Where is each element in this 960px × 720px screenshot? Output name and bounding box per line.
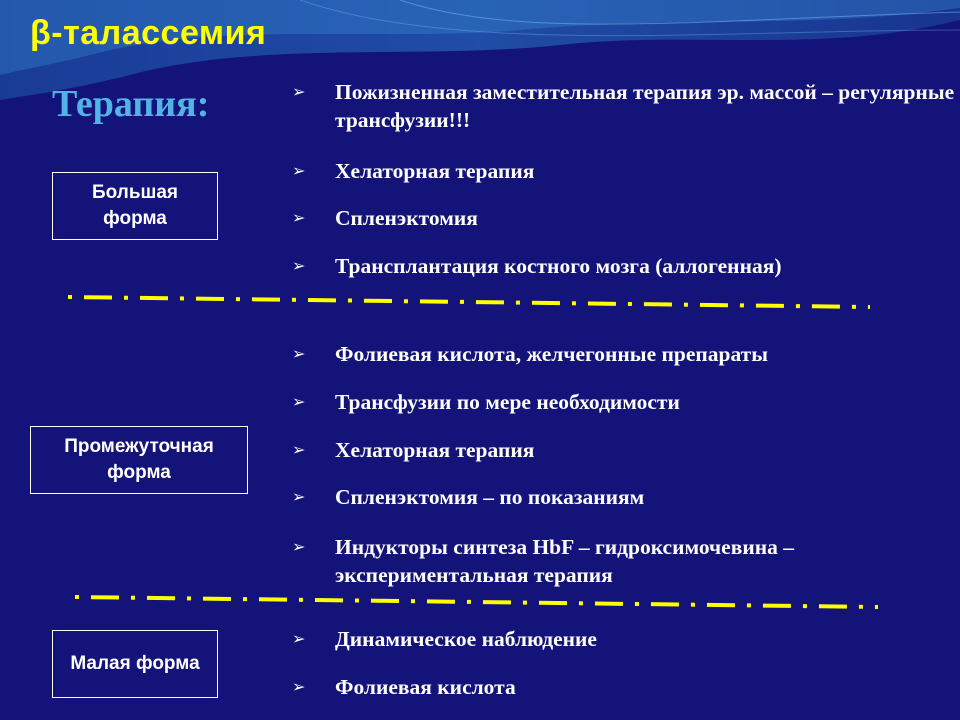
therapy-heading: Терапия: — [52, 83, 210, 125]
item-text: Хелаторная терапия — [335, 159, 535, 183]
item-text: Трансплантация костного мозга (аллогенная) — [335, 254, 782, 278]
item-text: Хелаторная терапия — [335, 438, 535, 462]
item-text: Спленэктомия — [335, 206, 478, 230]
arrow-bullet-icon: ➢ — [292, 344, 306, 363]
arrow-bullet-icon: ➢ — [292, 487, 306, 506]
item-text: Индукторы синтеза HbF – гидроксимочевина – экспериментальная терапия — [335, 535, 794, 587]
slide-title: β-талассемия — [30, 14, 267, 52]
arrow-bullet-icon: ➢ — [292, 440, 306, 459]
arrow-bullet-icon: ➢ — [292, 392, 306, 411]
arrow-bullet-icon: ➢ — [292, 82, 306, 101]
major-form-label: Большая форма — [52, 172, 218, 240]
arrow-bullet-icon: ➢ — [292, 537, 306, 556]
arrow-bullet-icon: ➢ — [292, 208, 306, 227]
arrow-bullet-icon: ➢ — [292, 629, 306, 648]
item-text: Пожизненная заместительная терапия эр. массой – регулярные трансфузии!!! — [335, 80, 955, 132]
item-text: Спленэктомия – по показаниям — [335, 485, 645, 509]
arrow-bullet-icon: ➢ — [292, 161, 306, 180]
arrow-bullet-icon: ➢ — [292, 677, 306, 696]
item-text: Трансфузии по мере необходимости — [335, 390, 680, 414]
intermediate-form-label: Промежуточная форма — [30, 426, 248, 494]
item-text: Фолиевая кислота — [335, 675, 516, 699]
item-text: Динамическое наблюдение — [335, 627, 597, 651]
arrow-bullet-icon: ➢ — [292, 256, 306, 275]
item-text: Фолиевая кислота, желчегонные препараты — [335, 342, 769, 366]
minor-form-label: Малая форма — [52, 630, 218, 698]
